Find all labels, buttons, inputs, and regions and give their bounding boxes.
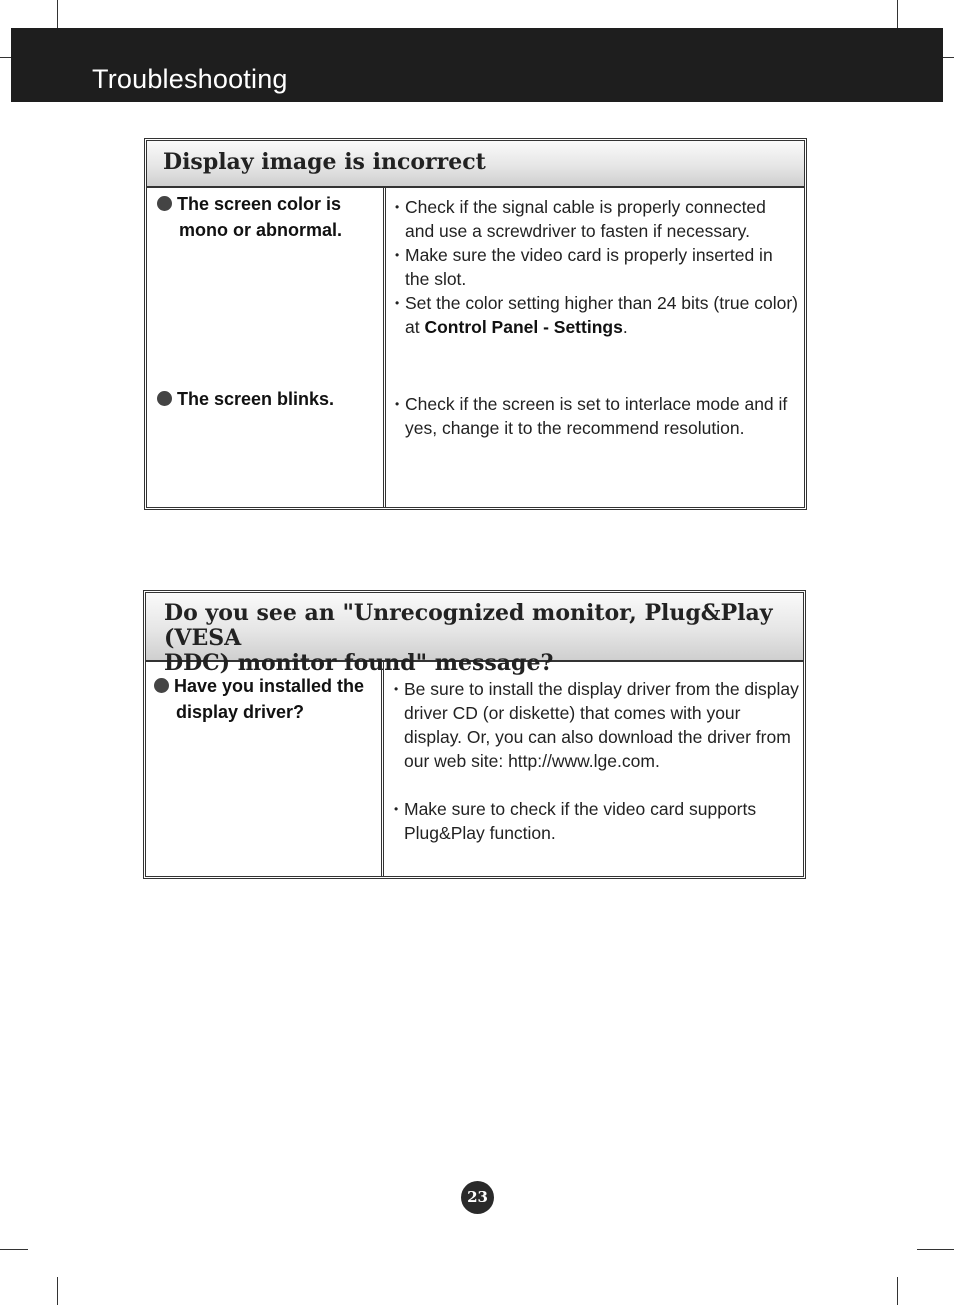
- crop-mark: [917, 1249, 954, 1250]
- solution-item-cont: our web site: http://www.lge.com.: [404, 751, 660, 771]
- solution-spacer: [394, 773, 799, 797]
- section-title: Do you see an "Unrecognized monitor, Plug&Play (VESA DDC) monitor found" message?: [164, 600, 773, 676]
- solution-item: • Set the color setting higher than 24 bits (true color): [395, 293, 798, 313]
- solution-item-cont: driver CD (or diskette) that comes with your: [404, 703, 741, 723]
- bullet-icon: [154, 678, 169, 693]
- symptom-color-abnormal: The screen color is mono or abnormal.: [157, 191, 342, 243]
- crop-mark: [57, 0, 58, 28]
- troubleshoot-section-unrecognized-monitor: [143, 590, 806, 879]
- crop-mark: [57, 1277, 58, 1305]
- bullet-icon: [157, 196, 172, 211]
- page-number-badge: 23: [461, 1181, 494, 1214]
- solution-item-cont: the slot.: [405, 269, 467, 289]
- crop-mark: [897, 1277, 898, 1305]
- solution-item: • Check if the screen is set to interlace mode and if: [395, 394, 788, 414]
- solution-item: • Be sure to install the display driver from the display: [394, 679, 799, 699]
- solutions-color-abnormal: [395, 195, 798, 339]
- solution-item-cont: at Control Panel - Settings.: [405, 317, 628, 337]
- section-title: Display image is incorrect: [163, 149, 486, 175]
- solution-item: • Check if the signal cable is properly connected: [395, 197, 766, 217]
- solution-item: • Make sure to check if the video card supports: [394, 799, 757, 819]
- solutions-driver: [394, 677, 799, 845]
- column-divider: [381, 662, 384, 876]
- section-header: [146, 593, 803, 676]
- bullet-icon: [157, 391, 172, 406]
- solutions-screen-blinks: [395, 392, 787, 440]
- crop-mark: [0, 57, 11, 58]
- symptom-driver-installed: Have you installed the display driver?: [154, 673, 364, 725]
- solution-item-cont: and use a screwdriver to fasten if necessary.: [405, 221, 750, 241]
- crop-mark: [0, 1249, 28, 1250]
- solution-item-cont: Plug&Play function.: [404, 823, 556, 843]
- page-title: Troubleshooting: [92, 64, 288, 94]
- troubleshoot-section-display-image: [144, 138, 807, 510]
- symptom-screen-blinks: The screen blinks.: [157, 386, 334, 412]
- solution-item-cont: display. Or, you can also download the driver from: [404, 727, 791, 747]
- column-divider: [383, 188, 386, 507]
- section-header: [147, 141, 804, 188]
- crop-mark: [943, 57, 954, 58]
- solution-item-cont: yes, change it to the recommend resolution.: [405, 418, 745, 438]
- crop-mark: [897, 0, 898, 28]
- solution-item: • Make sure the video card is properly inserted in: [395, 245, 773, 265]
